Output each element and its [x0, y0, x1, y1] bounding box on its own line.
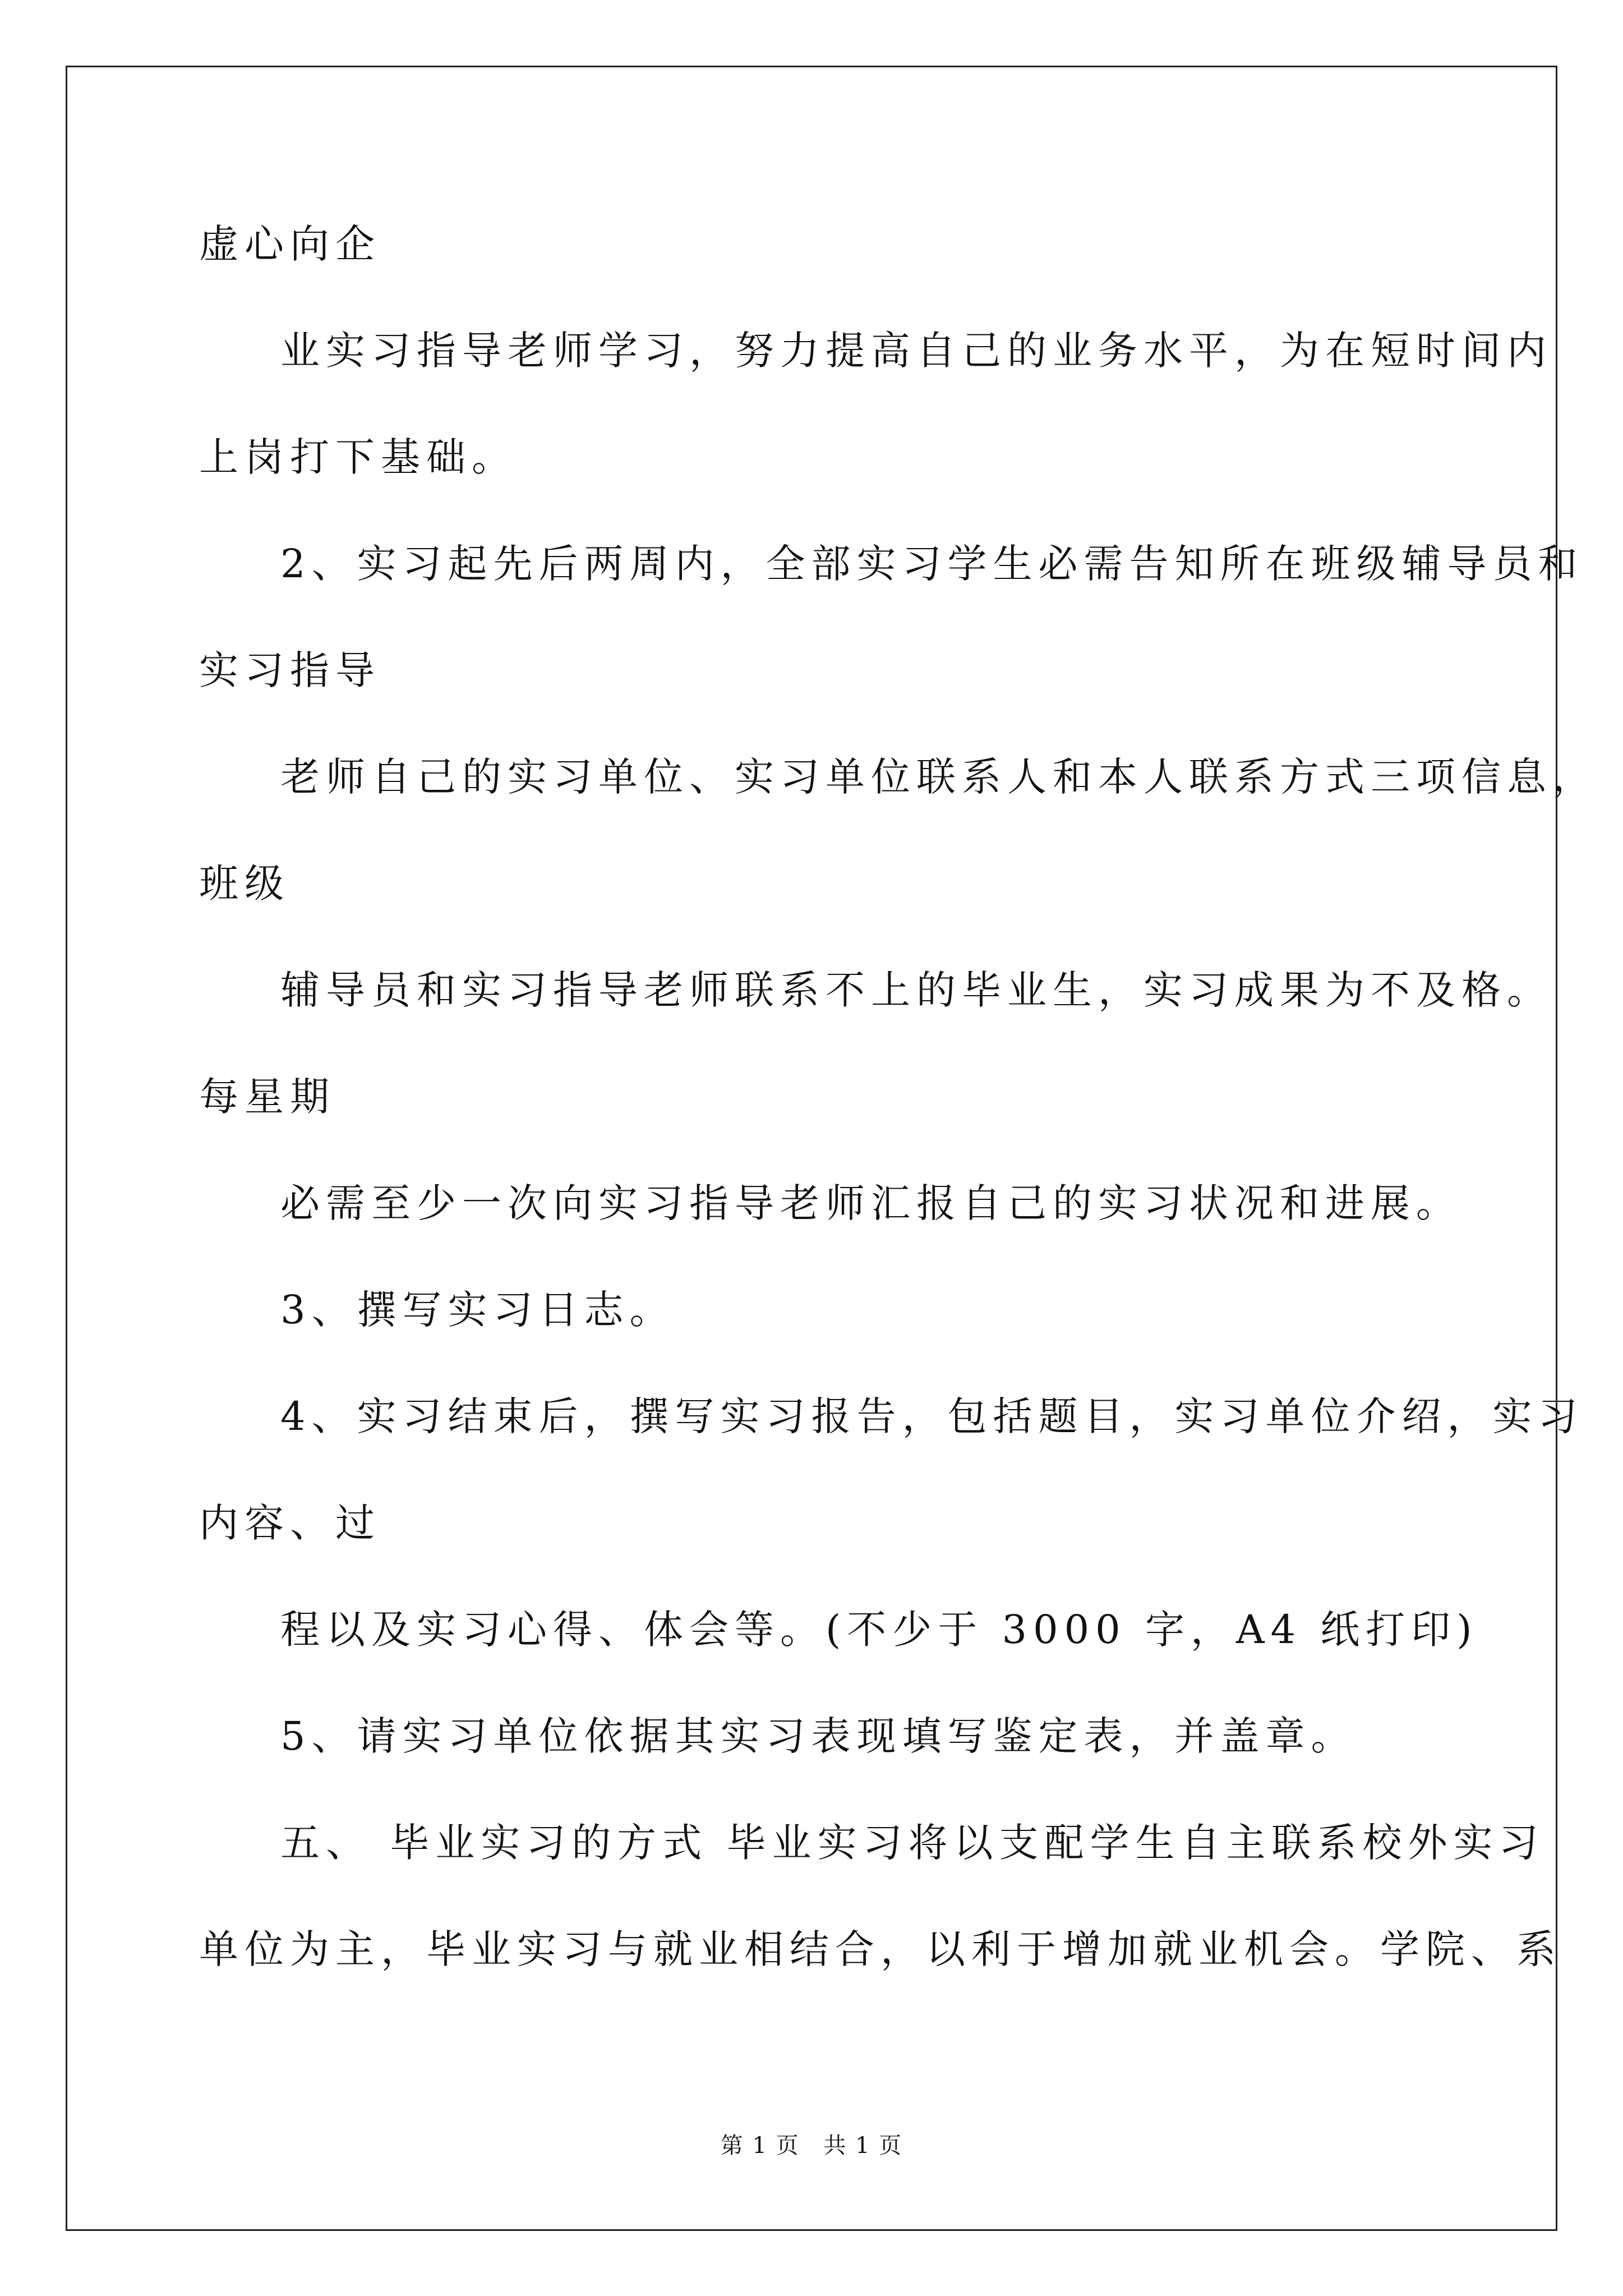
text-line: 上岗打下基础。: [199, 434, 517, 480]
page-total: 共 1 页: [823, 2133, 903, 2159]
text-line: 单位为主，毕业实习与就业相结合，以利于增加就业机会。学院、系: [199, 1926, 1562, 1972]
text-line: 实习指导: [199, 647, 381, 693]
page-footer: [0, 2132, 1623, 2160]
text-line: 班级: [199, 861, 290, 907]
page-number: 第 1 页: [720, 2133, 800, 2159]
text-line: 内容、过: [199, 1500, 381, 1546]
text-line: 每星期: [199, 1074, 335, 1120]
page-border: [66, 66, 1557, 2231]
text-line: 五、 毕业实习的方式 毕业实习将以支配学生自主联系校外实习: [280, 1820, 1544, 1866]
text-line: 4、实习结束后，撰写实习报告，包括题目，实习单位介绍，实习: [280, 1393, 1584, 1439]
text-line: 辅导员和实习指导老师联系不上的毕业生，实习成果为不及格。: [280, 967, 1552, 1013]
text-line: 老师自己的实习单位、实习单位联系人和本人联系方式三项信息，: [280, 754, 1598, 800]
text-line: 3、撰写实习日志。: [280, 1287, 675, 1333]
text-line: 2、实习起先后两周内，全部实习学生必需告知所在班级辅导员和: [280, 541, 1584, 587]
text-line: 程以及实习心得、体会等。(不少于 3000 字，A4 纸打印): [280, 1607, 1478, 1653]
text-line: 虚心向企: [199, 221, 381, 267]
text-line: 5、请实习单位依据其实习表现填写鉴定表，并盖章。: [280, 1713, 1357, 1759]
text-line: 业实习指导老师学习，努力提高自己的业务水平，为在短时间内: [280, 328, 1552, 374]
text-line: 必需至少一次向实习指导老师汇报自己的实习状况和进展。: [280, 1180, 1461, 1226]
